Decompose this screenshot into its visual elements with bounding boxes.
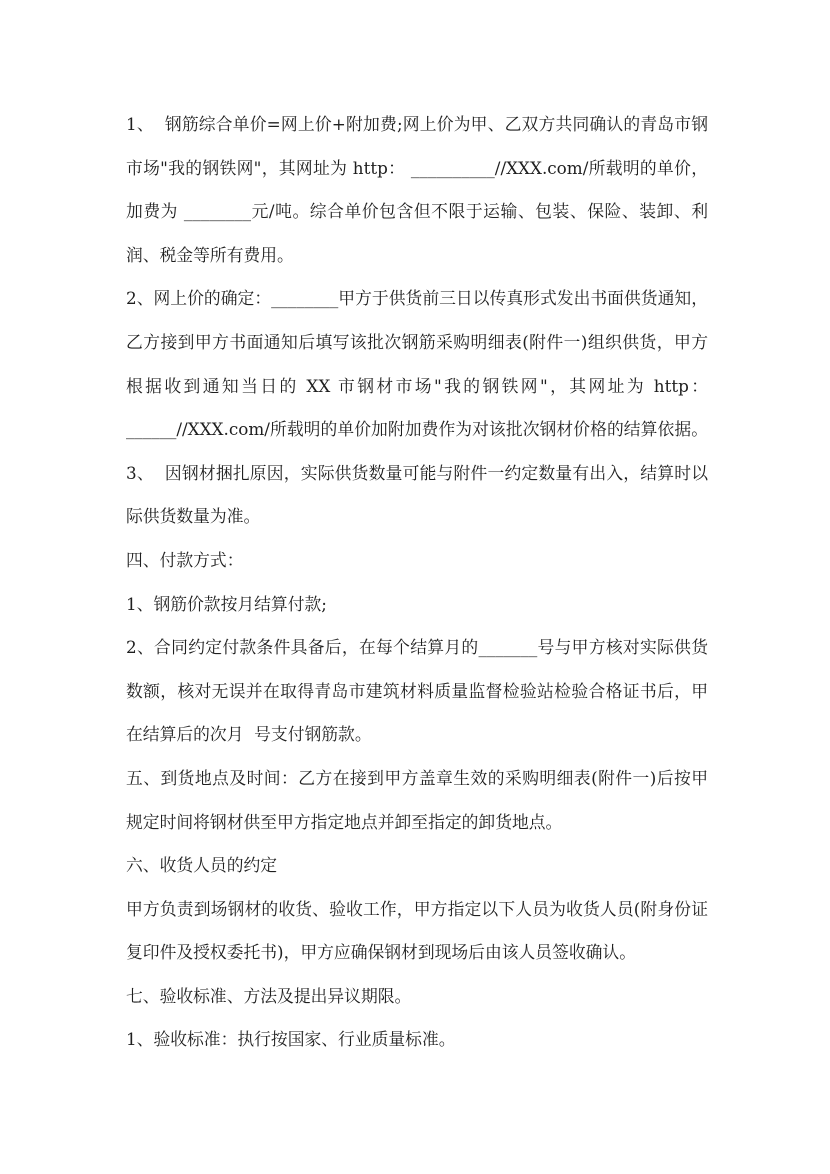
text-line: 1、验收标准：执行按国家、行业质量标准。: [126, 1029, 456, 1050]
text-line: 1、 钢筋综合单价=网上价+附加费;网上价为甲、乙双方共同确认的青岛市钢: [126, 114, 708, 134]
text-line: 甲方负责到场钢材的收货、验收工作，甲方指定以下人员为收货人员(附身份证: [126, 898, 708, 919]
text-line: 根据收到通知当日的 XX 市钢材市场"我的钢铁网"，其网址为 http：: [126, 375, 708, 396]
text-line: 际供货数量为准。: [126, 506, 261, 527]
clause-payment-conditions: [126, 626, 708, 757]
section-delivery-location: [126, 757, 708, 844]
clause-unit-price: [126, 103, 708, 277]
text-line: 在结算后的次月 号支付钢筋款。: [126, 724, 372, 745]
clause-quantity: [126, 452, 708, 539]
text-line: 复印件及授权委托书)，甲方应确保钢材到现场后由该人员签收确认。: [126, 942, 636, 963]
clause-online-price: [126, 277, 708, 451]
text-line: 五、到货地点及时间：乙方在接到甲方盖章生效的采购明细表(附件一)后按甲: [126, 767, 708, 788]
text-line: 1、钢筋价款按月结算付款;: [126, 593, 327, 614]
text-line: 数额，核对无误并在取得青岛市建筑材料质量监督检验站检验合格证书后，甲: [126, 680, 708, 701]
text-line: ______//XXX.com/所载明的单价加附加费作为对该批次钢材价格的结算依据。: [126, 419, 708, 440]
text-line: 乙方接到甲方书面通知后填写该批次钢筋采购明细表(附件一)组织供货，甲方: [126, 331, 708, 352]
section-heading-payment: [126, 539, 708, 583]
section-heading-acceptance: [126, 975, 708, 1019]
text-line: 四、付款方式：: [126, 549, 244, 570]
text-line: 3、 因钢材捆扎原因，实际供货数量可能与附件一约定数量有出入，结算时以: [126, 462, 708, 483]
text-line: 2、合同约定付款条件具备后，在每个结算月的_______号与甲方核对实际供货: [126, 637, 708, 658]
text-line: 规定时间将钢材供至甲方指定地点并卸至指定的卸货地点。: [126, 811, 563, 832]
clause-acceptance-standard: [126, 1018, 708, 1062]
section-heading-receiver: [126, 844, 708, 888]
document-body: [126, 103, 708, 1062]
clause-monthly-settlement: [126, 583, 708, 627]
clause-receiver: [126, 888, 708, 975]
text-line: 六、收货人员的约定: [126, 855, 278, 876]
text-line: 加费为 ________元/吨。综合单价包含但不限于运输、包装、保险、装卸、利: [126, 201, 708, 222]
text-line: 七、验收标准、方法及提出异议期限。: [126, 985, 412, 1006]
text-line: 2、网上价的确定：________甲方于供货前三日以传真形式发出书面供货通知，: [126, 288, 708, 309]
text-line: 润、税金等所有费用。: [126, 244, 294, 265]
text-line: 市场"我的钢铁网"，其网址为 http： __________//XXX.com/所载明的单价，: [126, 157, 708, 178]
